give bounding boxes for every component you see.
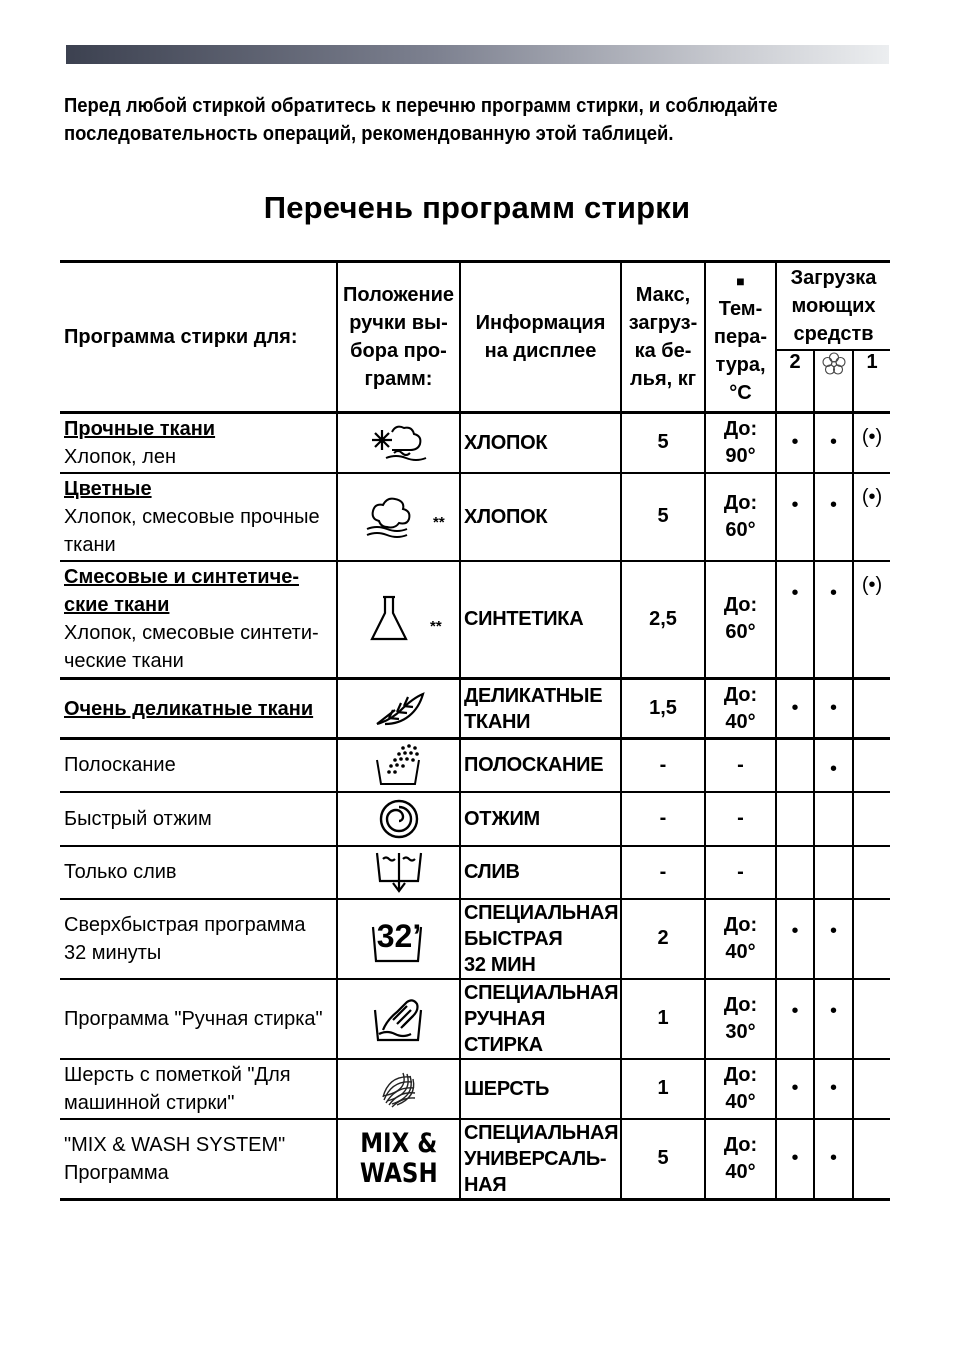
max-load: - [621, 846, 705, 899]
detergent-flower-dot [814, 792, 853, 846]
header-detergent: Загрузка моющих средств [776, 262, 890, 351]
detergent-2-dot: • [776, 413, 814, 473]
max-load: 1,5 [621, 679, 705, 739]
program-name: Прочные ткани Хлопок, лен [60, 413, 337, 473]
detergent-flower-dot: • [814, 1059, 853, 1119]
detergent-2-dot [776, 792, 814, 846]
program-name: Очень деликатные ткани [60, 679, 337, 739]
detergent-2-dot [776, 846, 814, 899]
table-row [60, 1119, 890, 1200]
max-load: 2,5 [621, 561, 705, 679]
max-load: 2 [621, 899, 705, 979]
hand-wash-icon [337, 979, 460, 1059]
table-row [60, 561, 890, 679]
detergent-flower-dot: • [814, 1119, 853, 1200]
max-load: 5 [621, 473, 705, 561]
program-name: Смесовые и синтетиче- ские ткани Хлопок, смесовые синтети- ческие ткани [60, 561, 337, 679]
display-info: ПОЛОСКАНИЕ [460, 739, 621, 792]
table-row [60, 792, 890, 846]
mix-wash-logo: MIX & WASH [337, 1119, 460, 1200]
max-load: 1 [621, 979, 705, 1059]
detergent-1-dot [853, 1059, 890, 1119]
program-name: Шерсть с пометкой "Для машинной стирки" [60, 1059, 337, 1119]
detergent-1-dot: (•) [853, 561, 890, 679]
detergent-1-dot [853, 739, 890, 792]
display-info: ШЕРСТЬ [460, 1059, 621, 1119]
display-info: СПЕЦИАЛЬНАЯ УНИВЕРСАЛЬ- НАЯ [460, 1119, 621, 1200]
temperature-mark-icon: ■ [736, 273, 745, 289]
spin-icon [337, 792, 460, 846]
table-row [60, 1059, 890, 1119]
cotton-intensive-icon [337, 413, 460, 473]
temperature: До: 60° [705, 561, 776, 679]
temperature: До: 40° [705, 679, 776, 739]
flower-icon [814, 350, 853, 413]
detergent-2-dot: • [776, 899, 814, 979]
table-row [60, 679, 890, 739]
detergent-2-dot: • [776, 979, 814, 1059]
table-row [60, 979, 890, 1059]
program-name: Цветные Хлопок, смесовые прочные ткани [60, 473, 337, 561]
detergent-2-dot: • [776, 1119, 814, 1200]
cotton-color-icon: ** [337, 473, 460, 561]
display-info: СПЕЦИАЛЬНАЯ РУЧНАЯ СТИРКА [460, 979, 621, 1059]
max-load: - [621, 792, 705, 846]
temperature: До: 40° [705, 1119, 776, 1200]
header-display: Информация на дисплее [460, 262, 621, 413]
max-load: 5 [621, 1119, 705, 1200]
detergent-1-dot: (•) [853, 413, 890, 473]
detergent-1-dot [853, 846, 890, 899]
delicate-feather-icon [337, 679, 460, 739]
header-temperature: ■ Тем- пера- тура, °С [705, 262, 776, 413]
synthetic-flask-icon: ** [337, 561, 460, 679]
table-row [60, 846, 890, 899]
detergent-2-dot [776, 739, 814, 792]
display-info: СЛИВ [460, 846, 621, 899]
detergent-flower-dot: • [814, 473, 853, 561]
program-name: Только слив [60, 846, 337, 899]
table-row [60, 473, 890, 561]
detergent-2-dot: • [776, 473, 814, 561]
table-row [60, 899, 890, 979]
detergent-flower-dot: • [814, 413, 853, 473]
detergent-1-dot: (•) [853, 473, 890, 561]
detergent-compartment-2: 2 [776, 350, 814, 413]
svg-text:32’: 32’ [376, 917, 421, 954]
display-info: ДЕЛИКАТНЫЕ ТКАНИ [460, 679, 621, 739]
max-load: 5 [621, 413, 705, 473]
temperature: До: 90° [705, 413, 776, 473]
rinse-icon [337, 739, 460, 792]
drain-icon [337, 846, 460, 899]
program-name: Сверхбыстрая программа 32 минуты [60, 899, 337, 979]
detergent-2-dot: • [776, 1059, 814, 1119]
temperature: До: 30° [705, 979, 776, 1059]
temperature: До: 40° [705, 899, 776, 979]
temperature: - [705, 846, 776, 899]
detergent-2-dot: • [776, 561, 814, 679]
program-name: Программа "Ручная стирка" [60, 979, 337, 1059]
quick-32-icon [337, 899, 460, 979]
detergent-flower-dot: • [814, 979, 853, 1059]
temperature: До: 40° [705, 1059, 776, 1119]
table-row [60, 739, 890, 792]
page-title: Перечень программ стирки [263, 190, 691, 225]
detergent-flower-dot: • [814, 899, 853, 979]
temperature: До: 60° [705, 473, 776, 561]
temperature: - [705, 792, 776, 846]
intro-text: Перед любой стиркой обратитесь к перечню программ стирки, и соблюдайте последовательность операций, рекомендованную этой таблицей. [64, 94, 778, 145]
detergent-flower-dot: • [814, 679, 853, 739]
header-load: Макс, загруз- ка бе- лья, кг [621, 262, 705, 413]
display-info: ХЛОПОК [460, 413, 621, 473]
display-info: СПЕЦИАЛЬНАЯ БЫСТРАЯ 32 МИН [460, 899, 621, 979]
temperature: - [705, 739, 776, 792]
header-position: Положение ручки вы- бора про- грамм: [337, 262, 460, 413]
display-info: СИНТЕТИКА [460, 561, 621, 679]
detergent-1-dot [853, 979, 890, 1059]
detergent-flower-dot: • [814, 739, 853, 792]
detergent-1-dot [853, 899, 890, 979]
program-name: Быстрый отжим [60, 792, 337, 846]
table-header [60, 262, 890, 351]
detergent-compartment-1: 1 [853, 350, 890, 413]
program-name: Полоскание [60, 739, 337, 792]
table-row [60, 413, 890, 473]
header-gradient-bar [66, 45, 889, 64]
detergent-1-dot [853, 1119, 890, 1200]
display-info: ОТЖИМ [460, 792, 621, 846]
detergent-1-dot [853, 792, 890, 846]
program-table [60, 260, 890, 1201]
detergent-1-dot [853, 679, 890, 739]
max-load: - [621, 739, 705, 792]
detergent-flower-dot [814, 846, 853, 899]
max-load: 1 [621, 1059, 705, 1119]
display-info: ХЛОПОК [460, 473, 621, 561]
header-program: Программа стирки для: [64, 326, 298, 348]
detergent-flower-dot: • [814, 561, 853, 679]
detergent-2-dot: • [776, 679, 814, 739]
program-name: "MIX & WASH SYSTEM" Программа [60, 1119, 337, 1200]
wool-icon [337, 1059, 460, 1119]
